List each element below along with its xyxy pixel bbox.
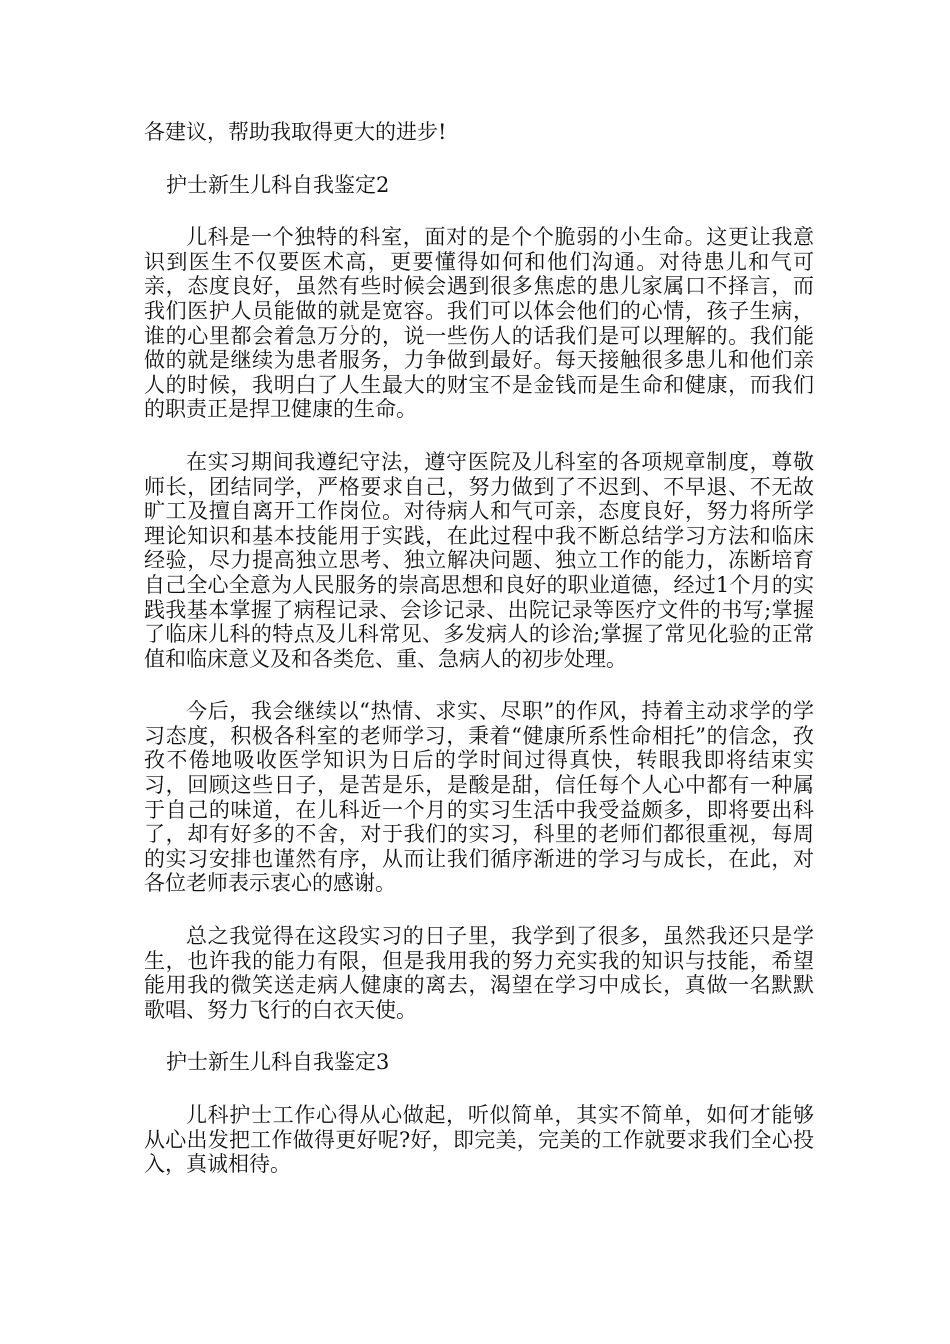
document-page xyxy=(144,120,814,1205)
section-heading-3: 护士新生儿科自我鉴定3 xyxy=(166,1050,390,1075)
body-paragraph: 在实习期间我遵纪守法，遵守医院及儿科室的各项规章制度，尊敬师长，团结同学，严格要求自己，努力做到了不迟到、不早退、不无故旷工及擅自离开工作岗位。对待病人和气可亲，态度良好，努力将所学理论知识和基本技能用于实践，在此过程中我不断总结学习方法和临床经验，尽力提高独立思考、独立解决问题、独立工作的能力，冻断培育自己全心全意为人民服务的崇高思想和良好的职业道德，经过1个月的实践我基本掌握了病程记录、会诊记录、出院记录等医疗文件的书写;掌握了临床儿科的特点及儿科常见、多发病人的诊治;掌握了常见化验的正常值和临床意义及和各类危、重、急病人的初步处理。 xyxy=(144,449,814,671)
body-paragraph: 今后，我会继续以“热情、求实、尽职”的作风，持着主动求学的学习态度，积极各科室的老师学习，秉着“健康所系性命相托”的信念，孜孜不倦地吸收医学知识为日后的学时间过得真快，转眼我即将结束实习，回顾这些日子，是苦是乐，是酸是甜，信任每个人心中都有一种属于自己的味道，在儿科近一个月的实习生活中我受益颇多，即将要出科了，却有好多的不舍，对于我们的实习，科里的老师们都很重视，每周的实习安排也谨然有序，从而让我们循序渐进的学习与成长，在此，对各位老师表示衷心的感谢。 xyxy=(144,699,814,896)
continuation-paragraph: 各建议，帮助我取得更大的进步! xyxy=(144,120,447,144)
body-paragraph: 儿科是一个独特的科室，面对的是个个脆弱的小生命。这更让我意识到医生不仅要医术高，更要懂得如何和他们沟通。对待患儿和气可亲，态度良好，虽然有些时候会遇到很多焦虑的患儿家属口不择言，而我们医护人员能做的就是宽容。我们可以体会他们的心情，孩子生病，谁的心里都会着急万分的，说一些伤人的话我们是可以理解的。我们能做的就是继续为患者服务，力争做到最好。每天接触很多患儿和他们亲人的时候，我明白了人生最大的财宝不是金钱而是生命和健康，而我们的职责正是捍卫健康的生命。 xyxy=(144,225,814,422)
body-paragraph: 总之我觉得在这段实习的日子里，我学到了很多，虽然我还只是学生，也许我的能力有限，但是我用我的努力充实我的知识与技能，希望能用我的微笑送走病人健康的离去，渴望在学习中成长，真做一名默默歌唱、努力飞行的白衣天使。 xyxy=(144,924,814,1022)
body-paragraph: 儿科护士工作心得从心做起，听似简单，其实不简单，如何才能够从心出发把工作做得更好呢?好，即完美，完美的工作就要求我们全心投入，真诚相待。 xyxy=(144,1103,814,1177)
section-heading-2: 护士新生儿科自我鉴定2 xyxy=(166,172,390,197)
